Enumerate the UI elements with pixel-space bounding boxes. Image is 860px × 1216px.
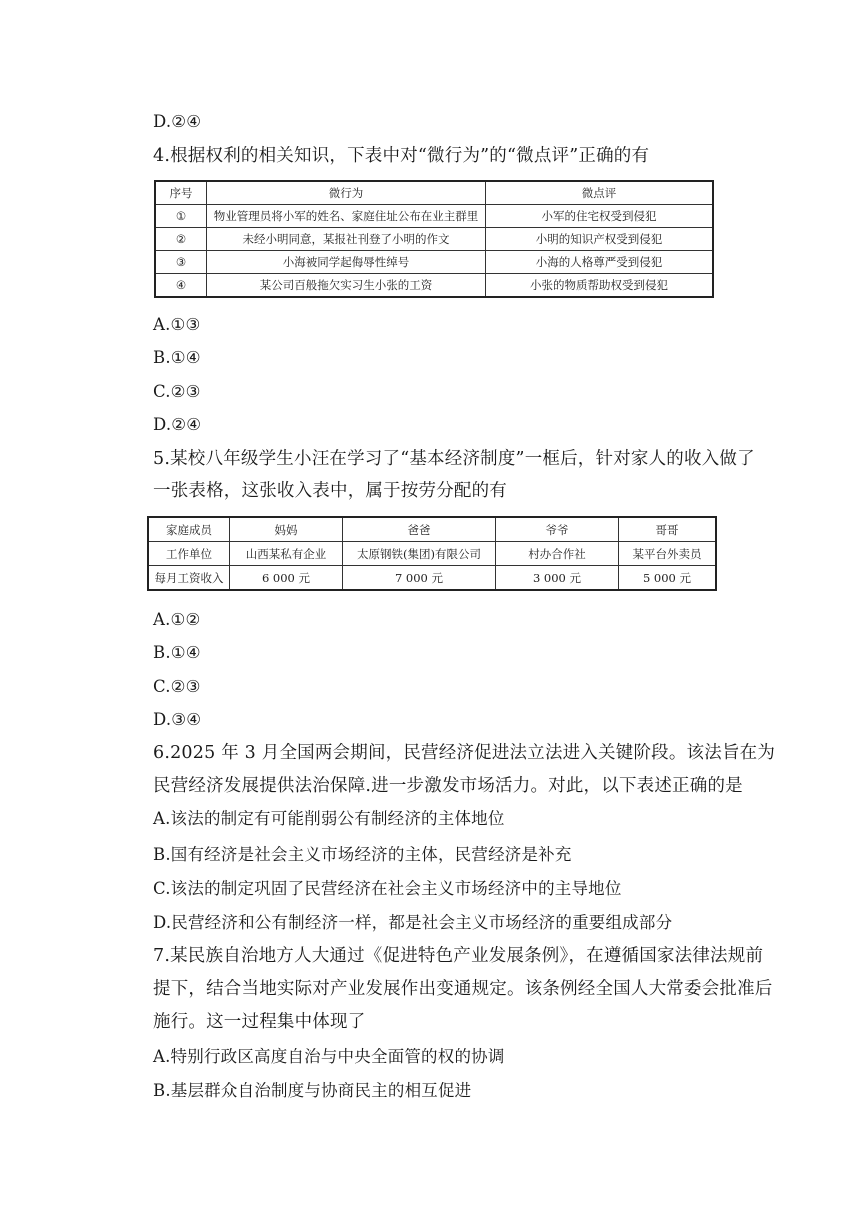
table-row bbox=[155, 228, 713, 251]
table-header-row bbox=[155, 181, 713, 205]
table-cell: 物业管理员将小军的姓名、家庭住址公布在业主群里 bbox=[207, 205, 486, 228]
table-cell: 小军的住宅权受到侵犯 bbox=[486, 205, 714, 228]
question-4-stem: 4.根据权利的相关知识，下表中对“微行为”的“微点评”正确的有 bbox=[153, 146, 650, 166]
question-5-option-c: C.②③ bbox=[153, 677, 201, 696]
question-5-option-b: B.①④ bbox=[153, 643, 201, 662]
table-cell: 3 000 元 bbox=[496, 566, 619, 591]
table-cell: 爸爸 bbox=[343, 517, 496, 542]
table-row-header: 家庭成员 bbox=[148, 517, 230, 542]
table-cell: 7 000 元 bbox=[343, 566, 496, 591]
table-cell: 小海被同学起侮辱性绰号 bbox=[207, 251, 486, 274]
question-5-stem-line-2: 一张表格，这张收入表中，属于按劳分配的有 bbox=[153, 481, 507, 501]
table-row-header: 每月工资收入 bbox=[148, 566, 230, 591]
question-7-option-b: B.基层群众自治制度与协商民主的相互促进 bbox=[153, 1081, 472, 1100]
table-row bbox=[148, 566, 716, 591]
table-cell: 爷爷 bbox=[496, 517, 619, 542]
question-6-option-d: D.民营经济和公有制经济一样，都是社会主义市场经济的重要组成部分 bbox=[153, 913, 673, 932]
table-row bbox=[148, 542, 716, 566]
question-7-stem-line-1: 7.某民族自治地方人大通过《促进特色产业发展条例》，在遵循国家法律法规前 bbox=[153, 946, 764, 966]
table-cell: 哥哥 bbox=[619, 517, 717, 542]
question-6-option-c: C.该法的制定巩固了民营经济在社会主义市场经济中的主导地位 bbox=[153, 879, 622, 898]
table-cell: 妈妈 bbox=[230, 517, 343, 542]
question-5-option-d: D.③④ bbox=[153, 710, 202, 729]
table-header-cell: 微点评 bbox=[486, 181, 714, 205]
table-cell: 太原钢铁(集团)有限公司 bbox=[343, 542, 496, 566]
table-cell: ② bbox=[155, 228, 207, 251]
question-7-stem-line-2: 提下，结合当地实际对产业发展作出变通规定。该条例经全国人大常委会批准后 bbox=[153, 979, 773, 999]
question-5-option-a: A.①② bbox=[153, 610, 201, 629]
question-4-table bbox=[154, 180, 714, 298]
table-cell: ④ bbox=[155, 274, 207, 298]
table-row bbox=[155, 274, 713, 298]
table-header-cell: 序号 bbox=[155, 181, 207, 205]
table-cell: 5 000 元 bbox=[619, 566, 717, 591]
question-3-option-d: D.②④ bbox=[153, 112, 202, 131]
question-5-table bbox=[147, 516, 717, 591]
table-cell: 山西某私有企业 bbox=[230, 542, 343, 566]
table-cell: 小海的人格尊严受到侵犯 bbox=[486, 251, 714, 274]
table-cell: 6 000 元 bbox=[230, 566, 343, 591]
table-cell: 未经小明同意，某报社刊登了小明的作文 bbox=[207, 228, 486, 251]
table-row-header: 工作单位 bbox=[148, 542, 230, 566]
table-cell: 小张的物质帮助权受到侵犯 bbox=[486, 274, 714, 298]
table-header-cell: 微行为 bbox=[207, 181, 486, 205]
table-cell: 村办合作社 bbox=[496, 542, 619, 566]
question-5-stem-line-1: 5.某校八年级学生小汪在学习了“基本经济制度”一框后，针对家人的收入做了 bbox=[153, 449, 755, 469]
table-row bbox=[155, 251, 713, 274]
question-6-option-b: B.国有经济是社会主义市场经济的主体，民营经济是补充 bbox=[153, 845, 572, 864]
question-6-stem-line-1: 6.2025 年 3 月全国两会期间，民营经济促进法立法进入关键阶段。该法旨在为 bbox=[153, 743, 776, 763]
question-6-option-a: A.该法的制定有可能削弱公有制经济的主体地位 bbox=[153, 809, 505, 828]
table-cell: 某公司百般拖欠实习生小张的工资 bbox=[207, 274, 486, 298]
question-4-option-a: A.①③ bbox=[153, 315, 201, 334]
table-cell: ① bbox=[155, 205, 207, 228]
table-cell: 某平台外卖员 bbox=[619, 542, 717, 566]
question-7-option-a: A.特别行政区高度自治与中央全面管的权的协调 bbox=[153, 1047, 505, 1066]
table-cell: 小明的知识产权受到侵犯 bbox=[486, 228, 714, 251]
table-row bbox=[148, 517, 716, 542]
table-row bbox=[155, 205, 713, 228]
table-cell: ③ bbox=[155, 251, 207, 274]
question-6-stem-line-2: 民营经济发展提供法治保障.进一步激发市场活力。对此，以下表述正确的是 bbox=[153, 776, 743, 796]
question-4-option-d: D.②④ bbox=[153, 415, 202, 434]
question-4-option-b: B.①④ bbox=[153, 348, 201, 367]
question-7-stem-line-3: 施行。这一过程集中体现了 bbox=[153, 1012, 366, 1032]
question-4-option-c: C.②③ bbox=[153, 382, 201, 401]
